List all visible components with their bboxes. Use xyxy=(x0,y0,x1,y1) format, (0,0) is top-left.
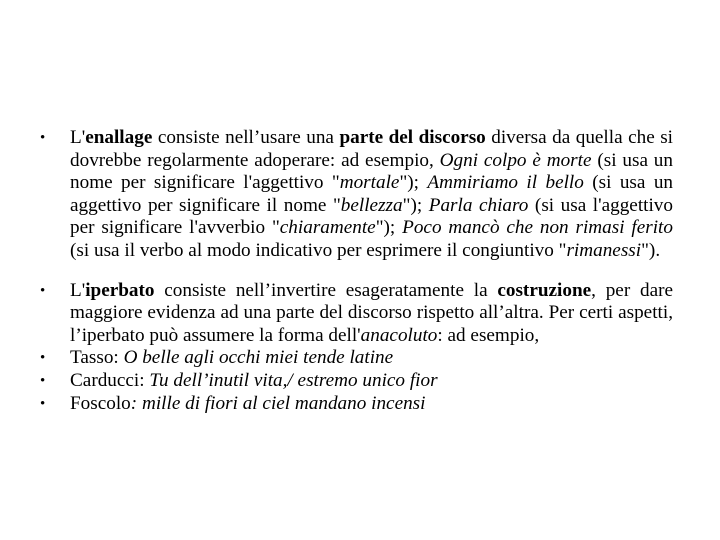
bullet-text xyxy=(70,347,393,368)
text-segment-normal: consiste nell’usare una xyxy=(152,127,340,148)
bullet-example-carducci xyxy=(40,370,673,393)
bullet-text xyxy=(70,280,673,346)
bullet-iperbato xyxy=(40,280,673,348)
text-segment-normal: "); xyxy=(402,194,429,216)
bullet-list xyxy=(40,127,673,415)
bullet-text xyxy=(70,393,425,414)
text-segment-italic: : mille di fiori al ciel mandano incensi xyxy=(130,392,426,414)
text-segment-normal: "); xyxy=(399,172,428,194)
text-segment-normal: Tasso: xyxy=(70,347,124,369)
text-segment-normal: (si usa l'aggettivo per significare l'avverbio " xyxy=(70,194,673,239)
text-segment-bold: costruzione xyxy=(497,279,592,301)
text-segment-bold: parte del discorso xyxy=(339,127,486,148)
bullet-example-foscolo xyxy=(40,393,673,416)
text-segment-italic: Parla chiaro xyxy=(428,194,529,216)
bullet-enallage xyxy=(40,127,673,263)
text-segment-italic: Poco mancò che non rimasi ferito xyxy=(402,217,673,239)
text-segment-normal: Foscolo xyxy=(70,392,131,414)
text-segment-normal: (si usa un aggettivo per significare il nome " xyxy=(70,172,674,216)
bullet-text xyxy=(70,370,438,391)
text-segment-normal: Carducci: xyxy=(70,369,150,391)
text-segment-italic: mortale xyxy=(339,172,400,194)
text-segment-italic: Ammiriamo il bello xyxy=(427,172,584,194)
text-segment-italic: chiaramente xyxy=(279,217,376,239)
text-segment-normal: "). xyxy=(641,239,661,261)
text-segment-normal: L' xyxy=(70,127,86,148)
bullet-example-tasso xyxy=(40,347,673,370)
text-segment-normal: L' xyxy=(70,279,86,301)
text-segment-normal: "); xyxy=(375,217,403,239)
text-segment-bold: iperbato xyxy=(85,279,155,301)
bullet-text xyxy=(70,127,673,261)
text-segment-normal: , per dare maggiore evidenza ad una parte del discorso rispetto all’altra. Per certi aspetti, l’iperbato può assumere la forma dell' xyxy=(70,279,673,346)
text-segment-normal: : ad esempio, xyxy=(437,324,540,346)
text-segment-italic: rimanessi xyxy=(566,239,642,261)
text-segment-normal: consiste nell’invertire esageratamente la xyxy=(154,279,498,301)
text-segment-normal: diversa da quella che si dovrebbe regolarmente adoperare: ad esempio, xyxy=(70,127,673,171)
text-segment-normal: (si usa il verbo al modo indicativo per esprimere il congiuntivo " xyxy=(70,239,567,261)
text-segment-bold: enallage xyxy=(85,127,153,148)
text-segment-normal: (si usa un nome per significare l'aggettivo " xyxy=(70,149,673,194)
text-segment-italic: Ogni colpo è morte xyxy=(439,149,592,171)
text-segment-italic: bellezza xyxy=(340,194,403,216)
text-segment-italic: anacoluto xyxy=(360,324,438,346)
text-segment-italic: Tu dell’inutil vita,/ estremo unico fior xyxy=(149,369,438,391)
text-segment-italic: O belle agli occhi miei tende latine xyxy=(123,347,394,369)
